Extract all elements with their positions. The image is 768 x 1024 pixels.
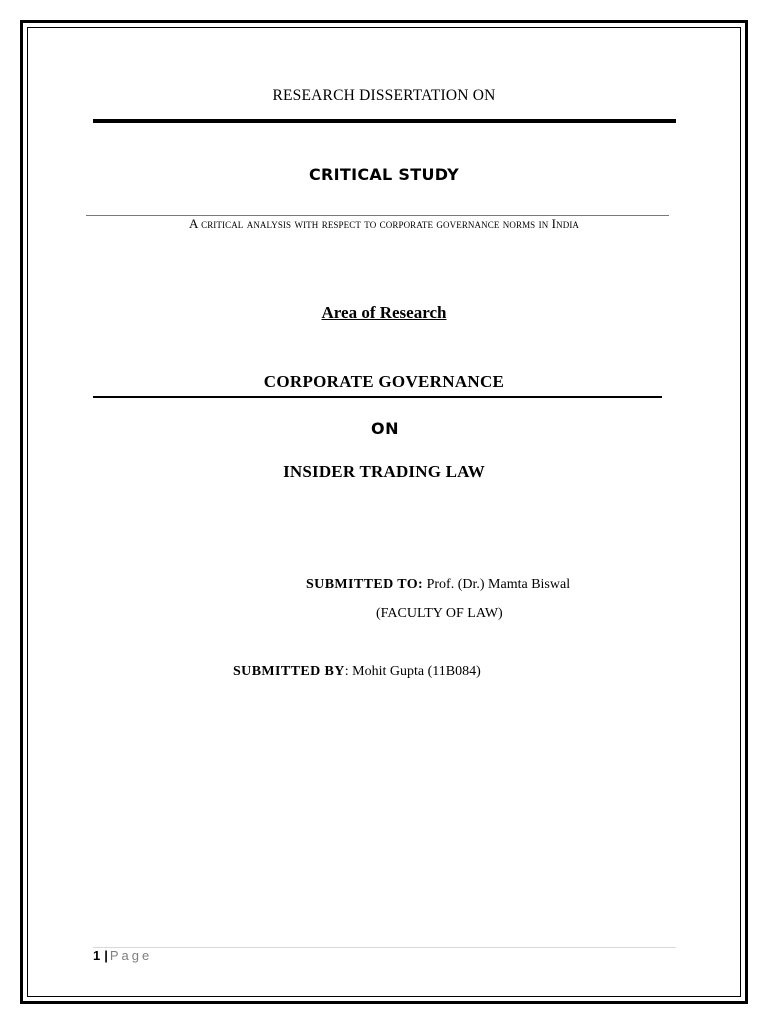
document-title: CRITICAL STUDY [308,165,460,184]
footer-rule [93,947,676,948]
faculty-line: (FACULTY OF LAW) [376,606,503,621]
submitted-to-label: SUBMITTED TO: [306,577,424,592]
page-separator: | [104,948,108,963]
document-subtitle: A critical analysis with respect to corporate governance norms in India [188,216,580,231]
topic-rule [93,396,662,398]
page-footer [93,948,152,963]
topic-line-2: INSIDER TRADING LAW [283,462,485,481]
header-rule [93,119,676,123]
submitted-by-label: SUBMITTED BY [233,664,345,679]
page-label: Page [109,948,153,963]
document-header: RESEARCH DISSERTATION ON [272,87,496,104]
submitted-by-value: : Mohit Gupta (11B084) [344,664,481,679]
submitted-to-value: Prof. (Dr.) Mamta Biswal [426,577,571,592]
topic-connector: ON [371,419,399,438]
topic-line-1: CORPORATE GOVERNANCE [263,372,505,391]
submitted-by-line [233,664,481,680]
area-of-research-heading: Area of Research [321,303,447,322]
page-number: 1 [93,948,101,963]
submitted-to-line [306,577,570,593]
